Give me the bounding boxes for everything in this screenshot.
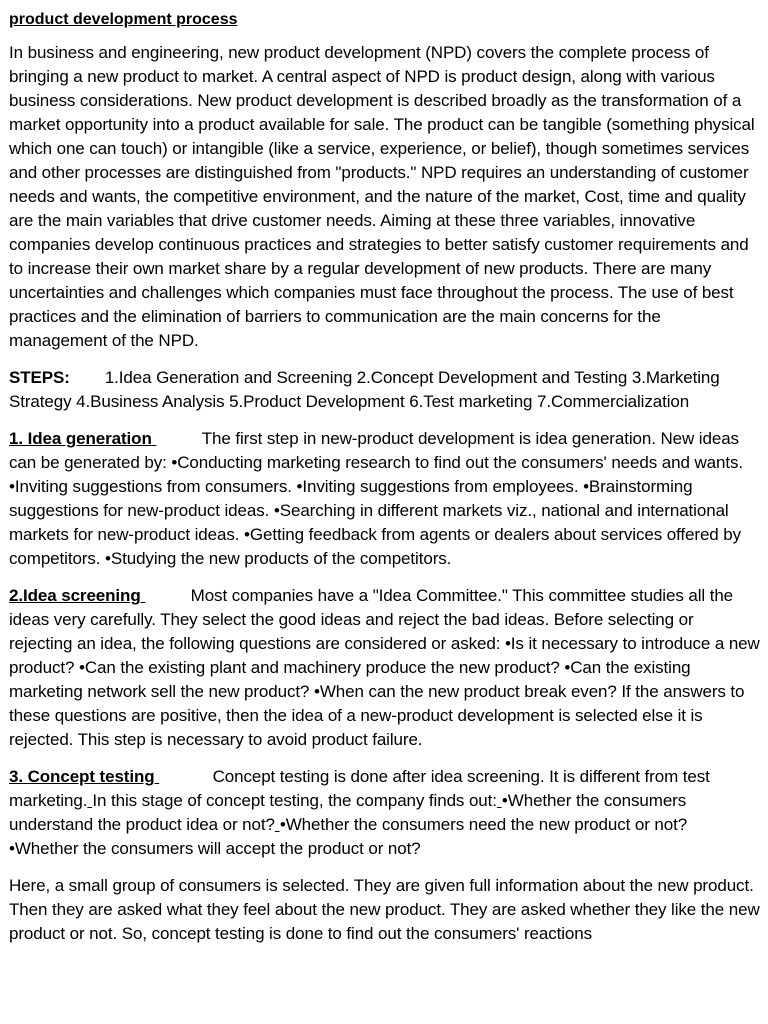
section-body-concept-testing-a: Concept testing is done after idea screening. It is different from test marketing. <box>9 767 710 810</box>
section-body-concept-testing-b: In this stage of concept testing, the company finds out: <box>92 791 497 810</box>
steps-paragraph <box>9 366 760 414</box>
intro-paragraph: In business and engineering, new product development (NPD) covers the complete process of bringing a new product to market. A central aspect of NPD is product design, along with various business considerations. New product development is described broadly as the transformation of a market opportunity into a product available for sale. The product can be tangible (something physical which one can touch) or intangible (like a service, experience, or belief), though sometimes services and other processes are distinguished from "products." NPD requires an understanding of customer needs and wants, the competitive environment, and the nature of the market, Cost, time and quality are the main variables that drive customer needs. Aiming at these three variables, innovative companies develop continuous practices and strategies to better satisfy customer requirements and to increase their own market share by a regular development of new products. There are many uncertainties and challenges which companies must face throughout the process. The use of best practices and the elimination of barriers to communication are the main concerns for the management of the NPD. <box>9 43 755 350</box>
heading-underline-gap <box>155 765 213 789</box>
document-title: product development process <box>9 11 238 28</box>
section-heading-idea-screening: 2.Idea screening <box>9 586 141 605</box>
section-body-concept-testing-c: •Whether the consumers understand the product idea or not? <box>9 791 687 834</box>
section-idea-screening <box>9 584 760 752</box>
section-body-concept-testing-d: •Whether the consumers need the new product or not? •Whether the consumers will accept the product or not? <box>9 815 688 858</box>
section-body-idea-screening: Most companies have a "Idea Committee." This committee studies all the ideas very carefully. They select the good ideas and reject the bad ideas. Before selecting or rejecting an idea, the following questions are considered or asked: •Is it necessary to introduce a new product? •Can the existing plant and machinery produce the new product? •Can the existing marketing network sell the new product? •When can the new product break even? If the answers to these questions are positive, then the idea of a new-product development is selected else it is rejected. This step is necessary to avoid product failure. <box>9 586 760 749</box>
section-concept-testing <box>9 765 760 861</box>
section-body-idea-generation: The first step in new-product development is idea generation. New ideas can be generated by: •Conducting marketing research to find out the consumers' needs and wants. •Inviting suggestions from consumers. •Inviting suggestions from employees. •Brainstorming suggestions for new-product ideas. •Searching in different markets viz., national and international markets for new-product ideas. •Getting feedback from agents or dealers about services offered by competitors. •Studying the new products of the competitors. <box>9 429 743 568</box>
heading-underline-gap <box>152 427 202 451</box>
section-heading-idea-generation: 1. Idea generation <box>9 429 152 448</box>
section-idea-generation <box>9 427 760 571</box>
closing-paragraph: Here, a small group of consumers is selected. They are given full information about the new product. Then they are asked what they feel about the new product. They are asked whether they like the new product or not. So, concept testing is done to find out the consumers' reactions <box>9 876 760 943</box>
steps-label: STEPS: <box>9 368 70 387</box>
section-heading-concept-testing: 3. Concept testing <box>9 767 155 786</box>
steps-list: 1.Idea Generation and Screening 2.Concept Development and Testing 3.Marketing Strategy 4.Business Analysis 5.Product Development 6.Test marketing 7.Commercialization <box>9 368 720 411</box>
heading-underline-gap <box>141 584 191 608</box>
